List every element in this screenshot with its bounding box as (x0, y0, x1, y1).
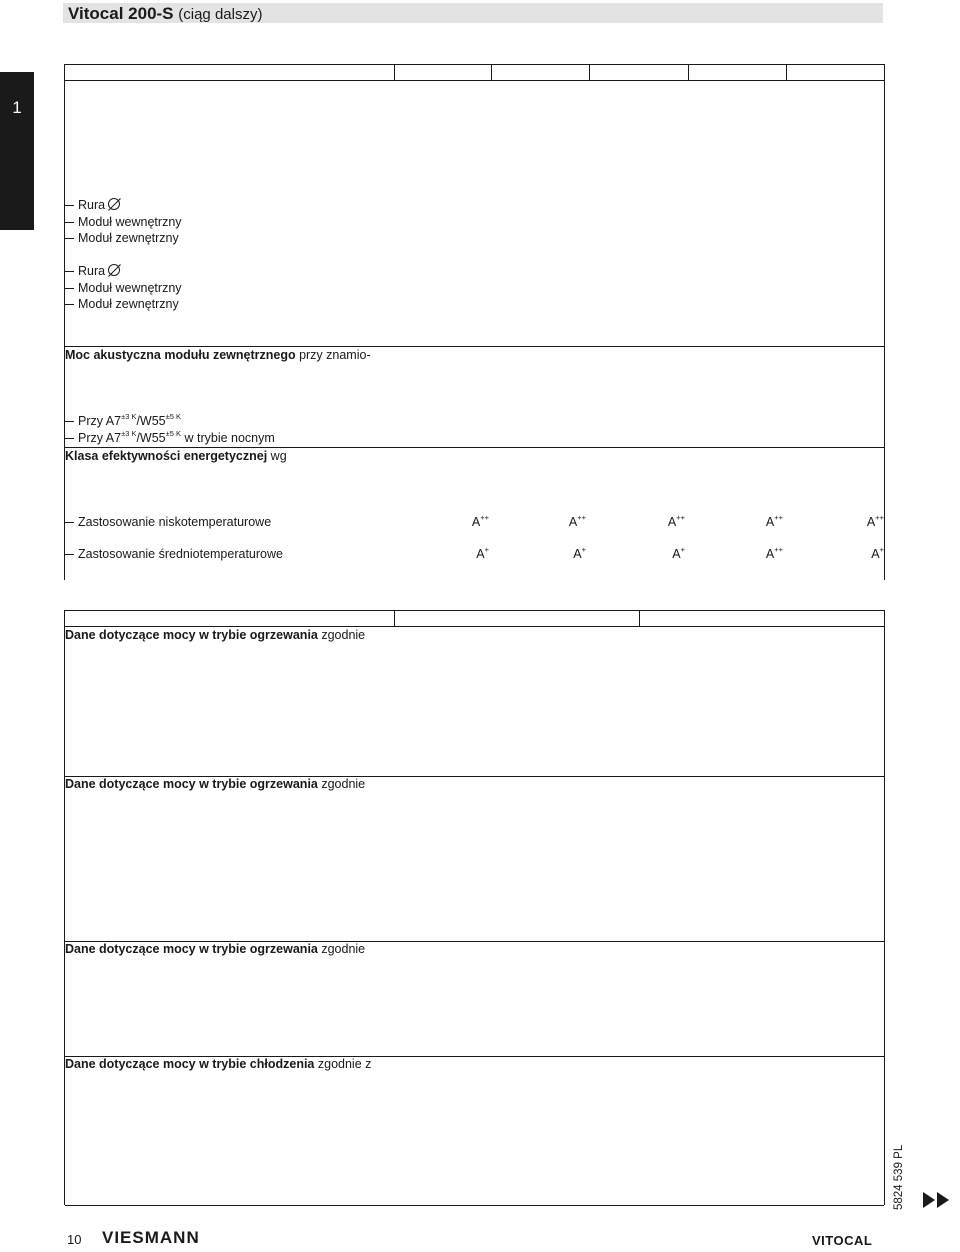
energy-class (713, 514, 783, 530)
section-title-rest: zgodnie z (314, 1057, 372, 1071)
dash-bullet (65, 304, 74, 305)
energy-row-text: Zastosowanie niskotemperaturowe (78, 515, 272, 529)
acoustic-a: Przy A7 (78, 414, 122, 428)
section-title-rest: zgodnie (317, 776, 366, 791)
dash-bullet (65, 554, 74, 555)
sub-row-label (65, 230, 179, 246)
acoustic-c: w trybie nocnym (181, 431, 275, 445)
acoustic-title-bold: Moc akustyczna modułu zewnętrznego (65, 348, 296, 362)
column-divider (786, 64, 787, 81)
dash-bullet (65, 522, 74, 523)
vitocal-brand: VITOCAL (812, 1233, 873, 1248)
acoustic-title (65, 347, 371, 363)
table2-bottom-rule (65, 1205, 884, 1206)
class-letter: A (866, 515, 876, 529)
class-letter: A (573, 547, 582, 561)
double-arrow-right-icon[interactable] (921, 1180, 960, 1220)
acoustic-b: /W55 (136, 414, 166, 428)
table2-top-rule (65, 610, 884, 611)
class-letter: A (471, 515, 481, 529)
column-divider (394, 64, 395, 81)
tolerance-sup: ±3 K (121, 428, 137, 438)
class-plus: ++ (875, 512, 884, 522)
sub-row-label (65, 214, 182, 230)
energy-row-text: Zastosowanie średniotemperaturowe (78, 547, 283, 561)
viessmann-logo: VIESMANN (102, 1228, 200, 1247)
column-divider (639, 610, 640, 627)
class-letter: A (476, 547, 485, 561)
class-letter: A (568, 515, 578, 529)
page-title: Vitocal 200-S (ciąg dalszy) (68, 4, 263, 23)
table2-right-rule (884, 610, 885, 1205)
column-divider (394, 610, 395, 627)
class-letter: A (667, 515, 677, 529)
header-rule (65, 80, 884, 81)
acoustic-a: Przy A7 (78, 431, 122, 445)
class-plus: + (581, 544, 586, 554)
class-plus: ++ (480, 512, 489, 522)
class-letter: A (672, 547, 681, 561)
dash-bullet (65, 222, 74, 223)
column-divider (589, 64, 590, 81)
class-plus: + (680, 544, 685, 554)
sub-row-text: Rura (78, 198, 106, 212)
energy-class (516, 546, 586, 562)
diameter-icon (108, 198, 120, 210)
class-plus: ++ (676, 512, 685, 522)
class-plus: + (879, 544, 884, 554)
page-number: 10 (67, 1232, 82, 1247)
acoustic-row-label (65, 413, 181, 429)
tolerance-sup: ±5 K (165, 411, 182, 421)
table-top-rule (65, 64, 884, 65)
table-left-rule (64, 64, 65, 580)
sub-row-text: Moduł zewnętrzny (78, 297, 179, 311)
class-plus: + (484, 544, 489, 554)
class-letter: A (765, 547, 775, 561)
section-title (65, 1056, 371, 1072)
sub-row-text: Moduł wewnętrzny (78, 280, 182, 295)
dash-bullet (65, 271, 74, 272)
acoustic-b: /W55 (136, 431, 166, 445)
section-title (65, 776, 365, 792)
class-letter: A (765, 515, 775, 529)
document-id: 5824 539 PL (893, 1144, 905, 1210)
sub-row-label (65, 263, 120, 279)
diameter-icon (108, 264, 120, 276)
column-divider (491, 64, 492, 81)
dash-bullet (65, 288, 74, 289)
energy-title-rest: wg (267, 449, 287, 463)
table2-left-rule (64, 610, 65, 1205)
energy-class (713, 546, 783, 562)
section-title-rest: zgodnie (317, 628, 366, 642)
energy-title (65, 448, 287, 464)
column-divider (688, 64, 689, 81)
section-title-bold: Dane dotyczące mocy w trybie ogrzewania (65, 776, 318, 791)
sub-row-text: Rura (78, 264, 106, 278)
sub-row-label (65, 280, 182, 296)
section-title-bold: Dane dotyczące mocy w trybie chłodzenia (65, 1057, 315, 1071)
tolerance-sup: ±3 K (121, 411, 137, 421)
energy-row-label (65, 546, 283, 562)
class-plus: ++ (774, 544, 783, 554)
energy-class (419, 514, 489, 530)
section-title-bold: Dane dotyczące mocy w trybie ogrzewania (65, 628, 318, 642)
section-title (65, 627, 365, 643)
dash-bullet (65, 238, 74, 239)
sub-row-text: Moduł zewnętrzny (78, 231, 179, 245)
energy-class (516, 514, 586, 530)
section-title-rest: zgodnie (317, 941, 366, 956)
page-header-bar (63, 3, 883, 23)
sub-row-text: Moduł wewnętrzny (78, 214, 182, 229)
section-title-bold: Dane dotyczące mocy w trybie ogrzewania (65, 941, 318, 956)
class-letter: A (871, 547, 880, 561)
section-title (65, 941, 365, 957)
energy-class (419, 546, 489, 562)
energy-class (814, 546, 884, 562)
dash-bullet (65, 438, 74, 439)
tolerance-sup: ±5 K (165, 428, 182, 438)
class-plus: ++ (774, 512, 783, 522)
energy-class (615, 514, 685, 530)
energy-class (615, 546, 685, 562)
energy-row-label (65, 514, 271, 530)
acoustic-title-rest: przy znamio- (295, 348, 371, 362)
energy-class (814, 514, 884, 530)
dash-bullet (65, 421, 74, 422)
class-plus: ++ (577, 512, 586, 522)
sub-row-label (65, 197, 120, 213)
sub-row-label (65, 296, 179, 312)
chapter-tab[interactable]: 1 (0, 72, 34, 230)
table-right-rule (884, 64, 885, 580)
acoustic-row-label (65, 430, 275, 446)
energy-title-bold: Klasa efektywności energetycznej (65, 449, 268, 463)
dash-bullet (65, 205, 74, 206)
